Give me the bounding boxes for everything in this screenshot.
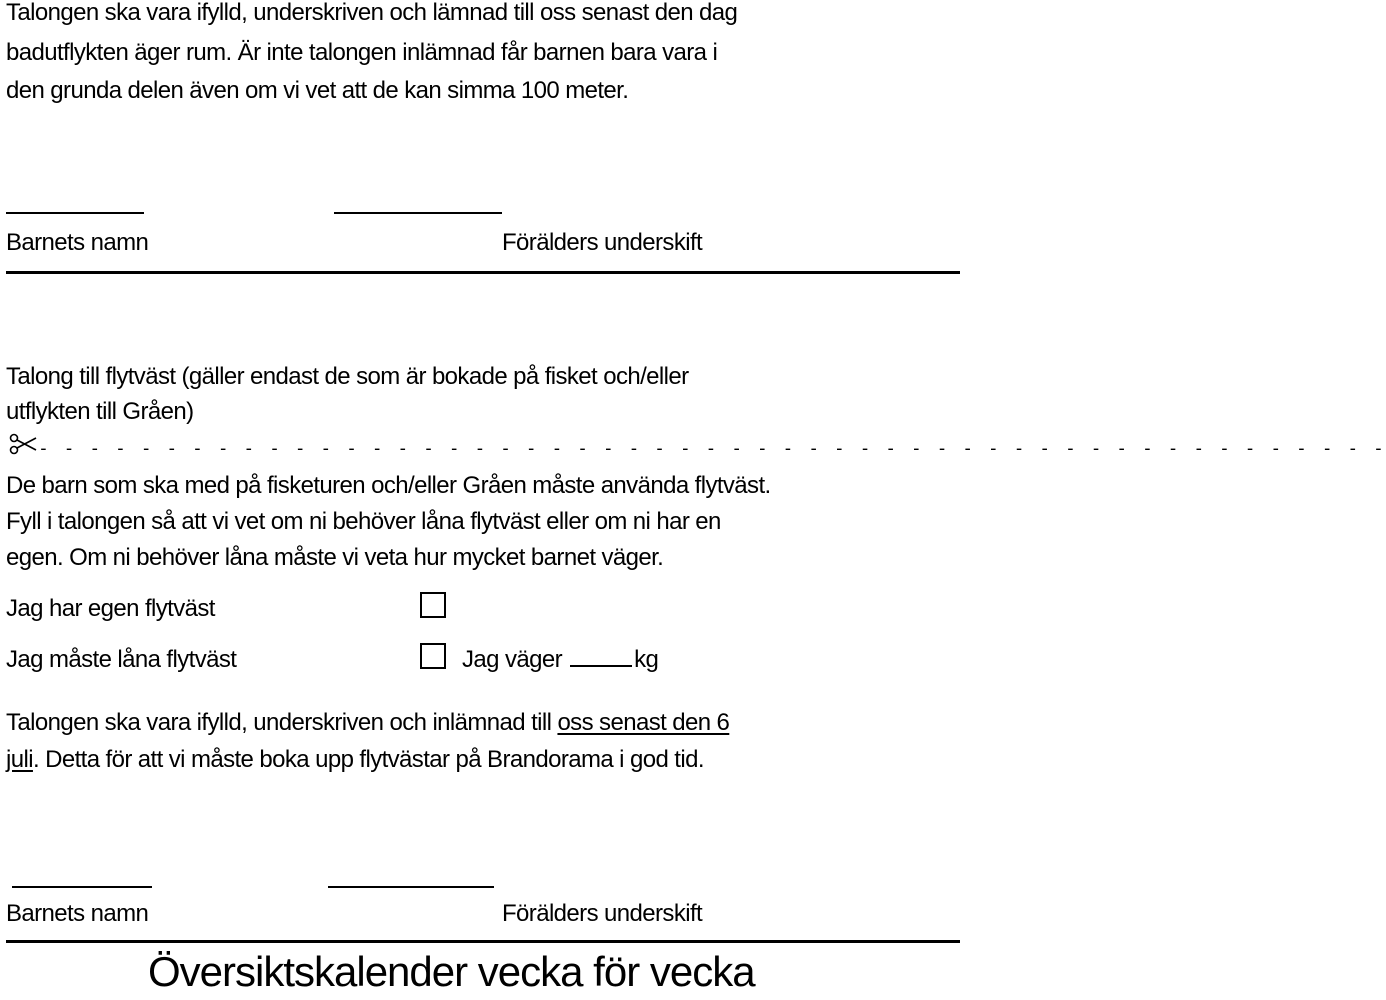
talong-body-line-1: De barn som ska med på fisketuren och/eller Gråen måste använda flytväst. (6, 472, 771, 499)
own-lifejacket-checkbox[interactable] (420, 592, 446, 618)
parent-signature-line-bottom[interactable] (328, 886, 494, 888)
section-divider (6, 271, 960, 274)
cut-dashes: - - - - - - - - - - - - - - - - - - - - - - - - - - - - - - - - - - - - - - - - - - - - - - - - - - - - - (38, 438, 1386, 459)
weight-prefix: Jag väger (462, 646, 562, 673)
scissors-icon (8, 433, 38, 463)
deadline-line-2 (6, 741, 704, 779)
child-name-label: Barnets namn (6, 229, 149, 256)
intro-line-2: badutflykten äger rum. Är inte talongen inlämnad får barnen bara vara i (6, 39, 718, 66)
option-borrow-label: Jag måste låna flytväst (6, 646, 237, 673)
next-section-title: Översiktskalender vecka för vecka (148, 948, 755, 995)
intro-line-3: den grunda delen även om vi vet att de kan simma 100 meter. (6, 77, 629, 104)
option-own-label: Jag har egen flytväst (6, 595, 215, 622)
child-name-signature-line[interactable] (6, 212, 144, 214)
parent-signature-label: Förälders underskift (502, 229, 703, 256)
borrow-lifejacket-checkbox[interactable] (420, 643, 446, 669)
deadline-date-1: oss senast den 6 (557, 709, 730, 736)
deadline-line-1 (6, 704, 729, 742)
talong-title-line-2: utflykten till Gråen) (6, 398, 194, 425)
cut-line (8, 432, 1386, 464)
intro-line-1: Talongen ska vara ifylld, underskriven och lämnad till oss senast den dag (6, 0, 738, 26)
section-divider-bottom (6, 940, 960, 943)
talong-body-line-2: Fyll i talongen så att vi vet om ni behöver låna flytväst eller om ni har en (6, 508, 721, 535)
weight-input-line[interactable] (570, 645, 632, 667)
child-name-signature-line-bottom[interactable] (12, 886, 152, 888)
talong-body-line-3: egen. Om ni behöver låna måste vi veta hur mycket barnet väger. (6, 544, 664, 571)
talong-title-line-1: Talong till flytväst (gäller endast de som är bokade på fisket och/eller (6, 363, 689, 390)
deadline-text-2: . Detta för att vi måste boka upp flytvästar på Brandorama i god tid. (32, 746, 704, 773)
weight-unit: kg (634, 646, 659, 673)
deadline-text-1: Talongen ska vara ifylld, underskriven och inlämnad till (6, 709, 558, 736)
parent-signature-label-bottom: Förälders underskift (502, 900, 703, 927)
weight-field (462, 641, 658, 679)
parent-signature-line[interactable] (334, 212, 502, 214)
deadline-date-2: juli (6, 746, 33, 773)
child-name-label-bottom: Barnets namn (6, 900, 149, 927)
